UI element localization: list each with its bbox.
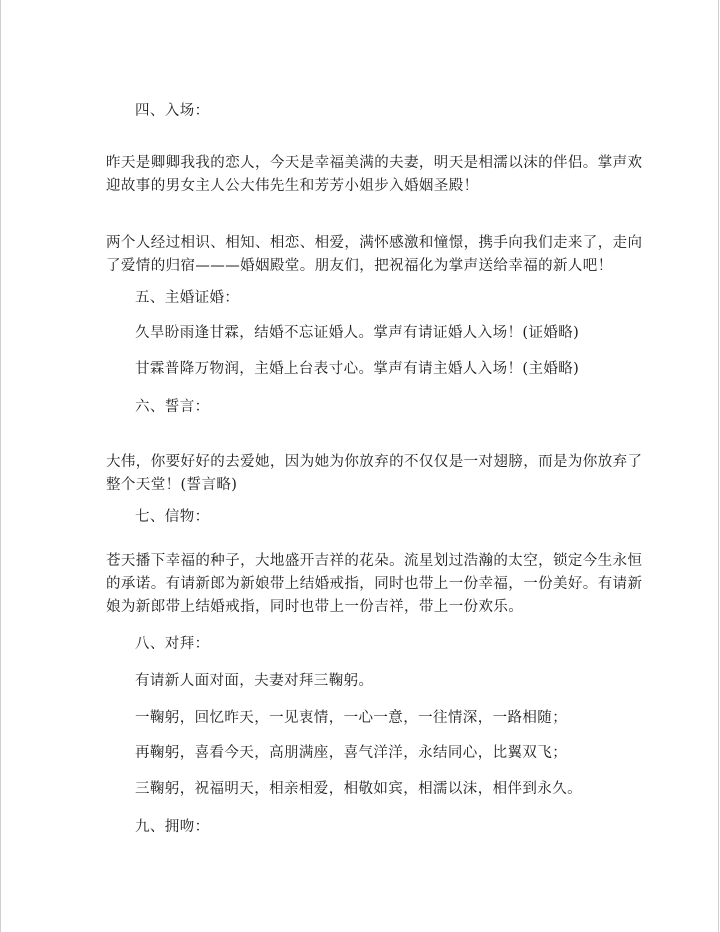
paragraph-witness (135, 322, 655, 345)
text-line: 八、对拜： (135, 636, 210, 652)
paragraph-bow-intro (135, 670, 655, 693)
text-line: 昨天是卿卿我我的恋人，今天是幸福美满的夫妻，明天是相濡以沫的伴侣。掌声欢 (106, 155, 643, 171)
paragraph-first-bow (135, 707, 655, 730)
text-line: 了爱情的归宿———婚姻殿堂。朋友们，把祝福化为掌声送给幸福的新人吧！ (106, 258, 613, 274)
text-line: 两个人经过相识、相知、相恋、相爱，满怀感激和憧憬，携手向我们走来了，走向 (106, 235, 643, 251)
text-line: 六、誓言： (135, 399, 210, 415)
paragraph-entrance-intro (106, 152, 643, 198)
text-line: 五、主婚证婚： (135, 290, 240, 306)
paragraph-third-bow (135, 778, 655, 801)
text-line: 三鞠躬，祝福明天，相亲相爱，相敬如宾，相濡以沫，相伴到永久。 (135, 781, 582, 797)
text-line: 大伟，你要好好的去爱她，因为她为你放弃的不仅仅是一对翅膀，而是为你放弃了 (106, 454, 643, 470)
text-line: 再鞠躬，喜看今天，高朋满座，喜气洋洋，永结同心，比翼双飞； (135, 745, 568, 761)
text-line: 久旱盼雨逢甘霖，结婚不忘证婚人。掌声有请证婚人入场！(证婚略) (135, 325, 580, 341)
section-heading-entrance (135, 100, 655, 123)
text-line: 四、入场： (135, 103, 210, 119)
text-line: 七、信物： (135, 509, 210, 525)
section-heading-bow (135, 633, 655, 656)
text-line: 有请新人面对面，夫妻对拜三鞠躬。 (135, 673, 374, 689)
section-heading-kiss (135, 816, 655, 839)
text-line: 甘霖普降万物润，主婚上台表寸心。掌声有请主婚人入场！(主婚略) (135, 361, 580, 377)
text-line: 苍天播下幸福的种子，大地盛开吉祥的花朵。流星划过浩瀚的太空，锁定今生永恒 (106, 553, 643, 569)
section-heading-tokens (135, 506, 655, 529)
text-line: 整个天堂！(誓言略) (106, 477, 238, 493)
section-heading-officiant (135, 287, 655, 310)
paragraph-officiant (135, 358, 655, 381)
text-line: 一鞠躬，回忆昨天，一见衷情，一心一意，一往情深，一路相随； (135, 710, 568, 726)
text-line: 的承诺。有请新郎为新娘带上结婚戒指，同时也带上一份幸福，一份美好。有请新 (106, 576, 643, 592)
text-line: 九、拥吻： (135, 819, 210, 835)
section-heading-vows (135, 396, 655, 419)
paragraph-second-bow (135, 742, 655, 765)
paragraph-vows (106, 451, 643, 497)
text-line: 迎故事的男女主人公大伟先生和芳芳小姐步入婚姻圣殿！ (106, 178, 479, 194)
text-line: 娘为新郎带上结婚戒指，同时也带上一份吉祥，带上一份欢乐。 (106, 599, 524, 615)
paragraph-entrance-walk (106, 232, 643, 278)
paragraph-rings (106, 550, 643, 619)
